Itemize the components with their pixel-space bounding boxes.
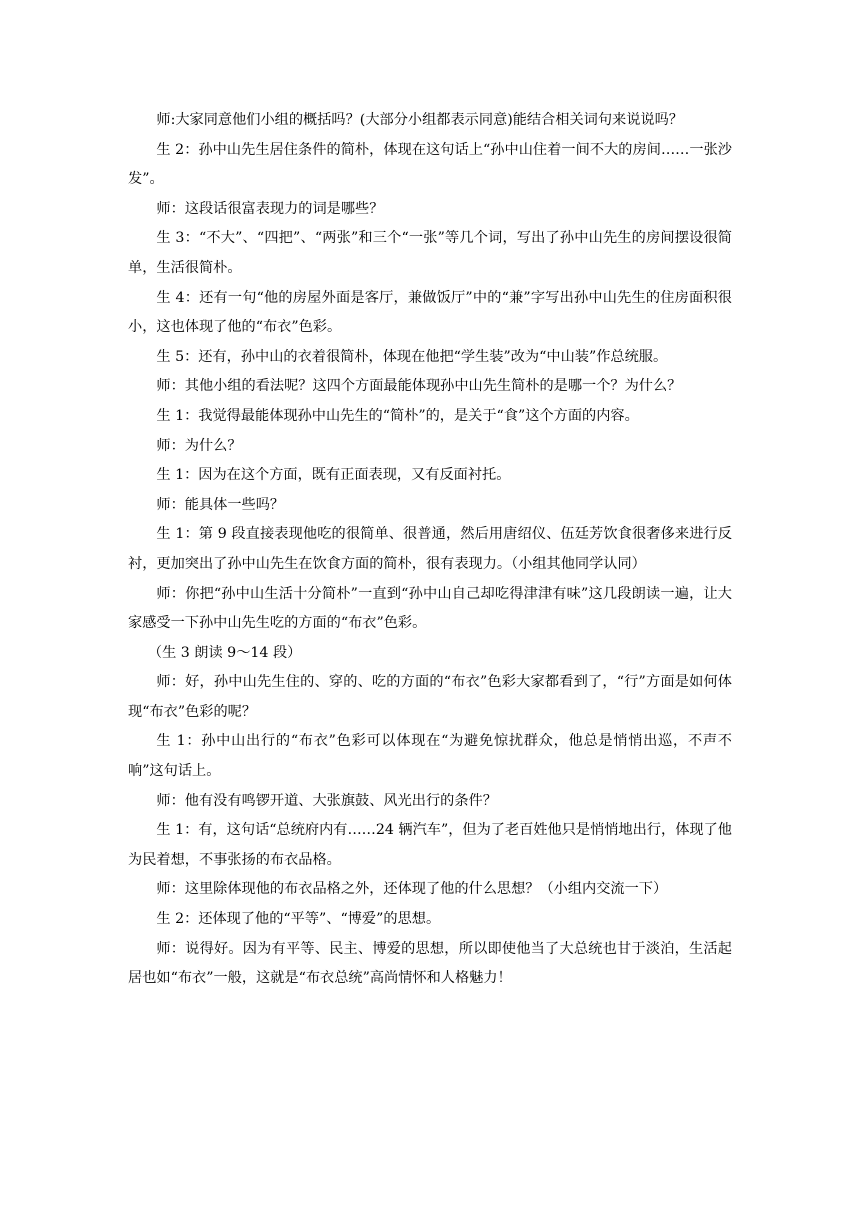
paragraph-19: 师：这里除体现他的布衣品格之外，还体现了他的什么思想？（小组内交流一下） [156, 881, 668, 898]
paragraph-1: 师:大家同意他们小组的概括吗？(大部分小组都表示同意)能结合相关词句来说说吗？ [156, 112, 683, 128]
paragraph-11: 师：能具体一些吗？ [156, 496, 285, 513]
paragraph-18: 生 1：有，这句话“总统府内有……24 辆汽车”，但为了老百姓他只是悄悄地出行，体现了他为民着想，不事张扬的布衣品格。 [128, 822, 732, 868]
paragraph-2: 生 2：孙中山先生居住条件的简朴，体现在这句话上“孙中山住着一间不大的房间……一张沙发”。 [128, 141, 732, 188]
paragraph-14-stage-direction: （生 3 朗读 9～14 段） [147, 644, 302, 661]
paragraph-13: 师：你把“孙中山生活十分简朴”一直到“孙中山自己却吃得津津有味”这几段朗读一遍，让大家感受一下孙中山先生吃的方面的“布衣”色彩。 [128, 585, 732, 632]
paragraph-6: 生 5：还有，孙中山的衣着很简朴，体现在他把“学生装”改为“中山装”作总统服。 [156, 348, 668, 365]
paragraph-4: 生 3：“不大”、“四把”、“两张”和三个“一张”等几个词，写出了孙中山先生的房间摆设很简单，生活很简朴。 [128, 230, 732, 276]
paragraph-8: 生 1：我觉得最能体现孙中山先生的“简朴”的，是关于“食”这个方面的内容。 [156, 407, 639, 424]
document-body [128, 106, 732, 994]
paragraph-5: 生 4：还有一句“他的房屋外面是客厅，兼做饭厅”中的“兼”字写出孙中山先生的住房面积很小，这也体现了他的“布衣”色彩。 [128, 289, 732, 336]
paragraph-10: 生 1：因为在这个方面，既有正面表现，又有反面衬托。 [156, 467, 511, 484]
paragraph-21: 师：说得好。因为有平等、民主、博爱的思想，所以即使他当了大总统也甘于淡泊，生活起居也如“布衣”一般，这就是“布衣总统”高尚情怀和人格魅力！ [128, 940, 732, 987]
paragraph-7: 师：其他小组的看法呢？这四个方面最能体现孙中山先生简朴的是哪一个？为什么？ [156, 378, 682, 395]
paragraph-12: 生 1：第 9 段直接表现他吃的很简单、很普通，然后用唐绍仪、伍廷芳饮食很奢侈来进行反衬，更加突出了孙中山先生在饮食方面的简朴，很有表现力。（小组其他同学认同） [128, 526, 732, 572]
paragraph-17: 师：他有没有鸣锣开道、大张旗鼓、风光出行的条件？ [156, 792, 497, 809]
paragraph-3: 师：这段话很富表现力的词是哪些？ [156, 200, 384, 217]
paragraph-9: 师：为什么？ [156, 437, 242, 454]
paragraph-20: 生 2：还体现了他的“平等”、“博爱”的思想。 [156, 911, 441, 928]
paragraph-16: 生 1：孙中山出行的“布衣”色彩可以体现在“为避免惊扰群众，他总是悄悄出巡，不声不响”这句话上。 [128, 733, 732, 780]
paragraph-15: 师：好，孙中山先生住的、穿的、吃的方面的“布衣”色彩大家都看到了，“行”方面是如何体现“布衣”色彩的呢？ [128, 674, 732, 720]
